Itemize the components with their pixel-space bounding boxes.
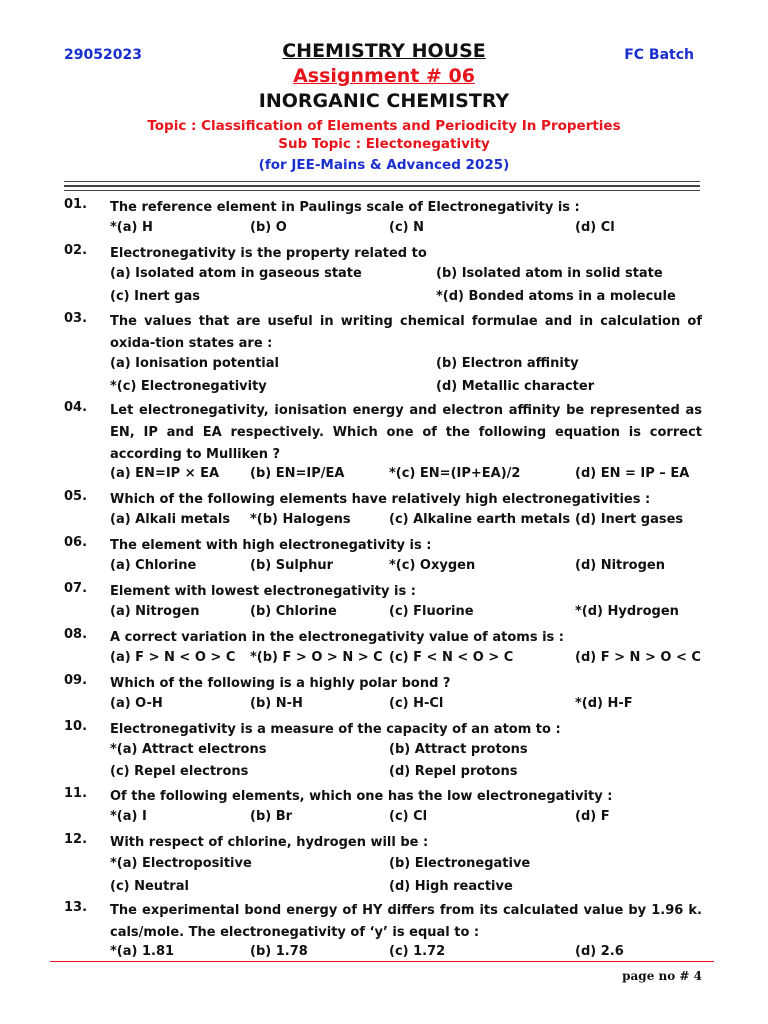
- options-row: [0, 696, 768, 716]
- option: *(a) I: [110, 809, 147, 824]
- option: *(d) H-F: [575, 696, 633, 711]
- option: (d) Metallic character: [436, 379, 595, 394]
- option: (a) EN=IP × EA: [110, 466, 220, 481]
- option: (d) 2.6: [575, 944, 624, 959]
- option: (b) Sulphur: [250, 558, 334, 573]
- footer-divider: [50, 961, 714, 962]
- option: (b) N-H: [250, 696, 303, 711]
- options-row: [0, 220, 768, 240]
- option: (a) Alkali metals: [110, 512, 231, 527]
- option: (c) N: [389, 220, 424, 235]
- question-number: 02.: [64, 243, 88, 258]
- options-row: [0, 466, 768, 486]
- option: (b) EN=IP/EA: [250, 466, 345, 481]
- option: (c) Fluorine: [389, 604, 474, 619]
- question-number: 09.: [64, 673, 88, 688]
- option: (d) Cl: [575, 220, 615, 235]
- option: (d) F > N > O < C: [575, 650, 701, 665]
- question-text: Element with lowest electronegativity is :: [110, 584, 416, 599]
- subject-title: INORGANIC CHEMISTRY: [258, 90, 510, 112]
- page-number: page no # 4: [622, 969, 702, 983]
- option: *(b) Halogens: [250, 512, 351, 527]
- option: (b) Electronegative: [389, 856, 531, 871]
- question-text: The element with high electronegativity is :: [110, 538, 432, 553]
- option: (c) F < N < O > C: [389, 650, 514, 665]
- assignment-title: Assignment # 06: [293, 65, 475, 87]
- option: (d) EN = IP – EA: [575, 466, 690, 481]
- option: *(c) Oxygen: [389, 558, 476, 573]
- options-row: [0, 764, 768, 784]
- option: (c) Alkaline earth metals: [389, 512, 571, 527]
- option: (c) Inert gas: [110, 289, 200, 304]
- date-label: 29052023: [64, 47, 142, 63]
- question-number: 04.: [64, 400, 88, 415]
- option: *(b) F > O > N > C: [250, 650, 383, 665]
- option: (d) Repel protons: [389, 764, 518, 779]
- subtopic-line: Sub Topic : Electonegativity: [278, 136, 490, 152]
- options-row: [0, 604, 768, 624]
- option: *(d) Bonded atoms in a molecule: [436, 289, 676, 304]
- question-text: A correct variation in the electronegativity value of atoms is :: [110, 630, 565, 645]
- option: (d) High reactive: [389, 879, 513, 894]
- question-number: 08.: [64, 627, 88, 642]
- options-row: [0, 650, 768, 670]
- option: (a) O-H: [110, 696, 163, 711]
- option: (d) Nitrogen: [575, 558, 665, 573]
- options-row: [0, 558, 768, 578]
- option: (a) Nitrogen: [110, 604, 200, 619]
- options-row: [0, 856, 768, 876]
- option: (c) H-Cl: [389, 696, 444, 711]
- question-text: The values that are useful in writing chemical formulae and in calculation of oxida-tion states are :: [110, 314, 702, 351]
- question-number: 12.: [64, 832, 88, 847]
- question-number: 10.: [64, 719, 88, 734]
- exam-line: (for JEE-Mains & Advanced 2025): [258, 157, 510, 173]
- options-row: [0, 512, 768, 532]
- option: (a) F > N < O > C: [110, 650, 236, 665]
- question-text: Which of the following is a highly polar bond ?: [110, 676, 451, 691]
- options-row: [0, 289, 768, 309]
- option: (d) Inert gases: [575, 512, 684, 527]
- option: (a) Ionisation potential: [110, 356, 279, 371]
- options-row: [0, 266, 768, 286]
- question-text: Electronegativity is the property related to: [110, 246, 427, 261]
- option: (b) Attract protons: [389, 742, 528, 757]
- option: (b) Br: [250, 809, 293, 824]
- page-title: CHEMISTRY HOUSE: [282, 40, 486, 62]
- option: (b) Electron affinity: [436, 356, 579, 371]
- option: (a) Isolated atom in gaseous state: [110, 266, 362, 281]
- question-text: The experimental bond energy of HY differs from its calculated value by 1.96 k. cals/mole. The electronegativity of ‘y’ is equal to :: [110, 903, 702, 940]
- question-text: Let electronegativity, ionisation energy and electron affinity be represented as EN, IP and EA respectively. Which one of the following equation is correct according to Mulliken ?: [110, 403, 702, 462]
- options-row: [0, 879, 768, 899]
- question-text: Which of the following elements have relatively high electronegativities :: [110, 492, 651, 507]
- question-number: 07.: [64, 581, 88, 596]
- question-text: With respect of chlorine, hydrogen will be :: [110, 835, 429, 850]
- options-row: [0, 356, 768, 376]
- topic-line: Topic : Classification of Elements and Periodicity In Properties: [147, 118, 621, 134]
- option: *(a) 1.81: [110, 944, 175, 959]
- options-row: [0, 379, 768, 399]
- option: *(a) Electropositive: [110, 856, 252, 871]
- option: *(c) Electronegativity: [110, 379, 267, 394]
- batch-label: FC Batch: [624, 47, 694, 63]
- question-text: Of the following elements, which one has the low electronegativity :: [110, 789, 613, 804]
- question-number: 13.: [64, 900, 88, 915]
- option: (b) Chlorine: [250, 604, 337, 619]
- header-divider: [64, 186, 700, 191]
- option: *(a) Attract electrons: [110, 742, 267, 757]
- option: (c) 1.72: [389, 944, 446, 959]
- option: (b) Isolated atom in solid state: [436, 266, 663, 281]
- option: *(d) Hydrogen: [575, 604, 679, 619]
- option: *(a) H: [110, 220, 153, 235]
- question-number: 01.: [64, 197, 88, 212]
- options-row: [0, 742, 768, 762]
- question-number: 06.: [64, 535, 88, 550]
- question-number: 11.: [64, 786, 88, 801]
- option: *(c) EN=(IP+EA)/2: [389, 466, 521, 481]
- options-row: [0, 809, 768, 829]
- option: (c) Neutral: [110, 879, 189, 894]
- question-text: The reference element in Paulings scale of Electronegativity is :: [110, 200, 580, 215]
- option: (a) Chlorine: [110, 558, 197, 573]
- question-number: 05.: [64, 489, 88, 504]
- option: (b) O: [250, 220, 287, 235]
- question-number: 03.: [64, 311, 88, 326]
- option: (c) Repel electrons: [110, 764, 249, 779]
- question-text: Electronegativity is a measure of the capacity of an atom to :: [110, 722, 561, 737]
- option: (d) F: [575, 809, 610, 824]
- option: (c) Cl: [389, 809, 428, 824]
- option: (b) 1.78: [250, 944, 308, 959]
